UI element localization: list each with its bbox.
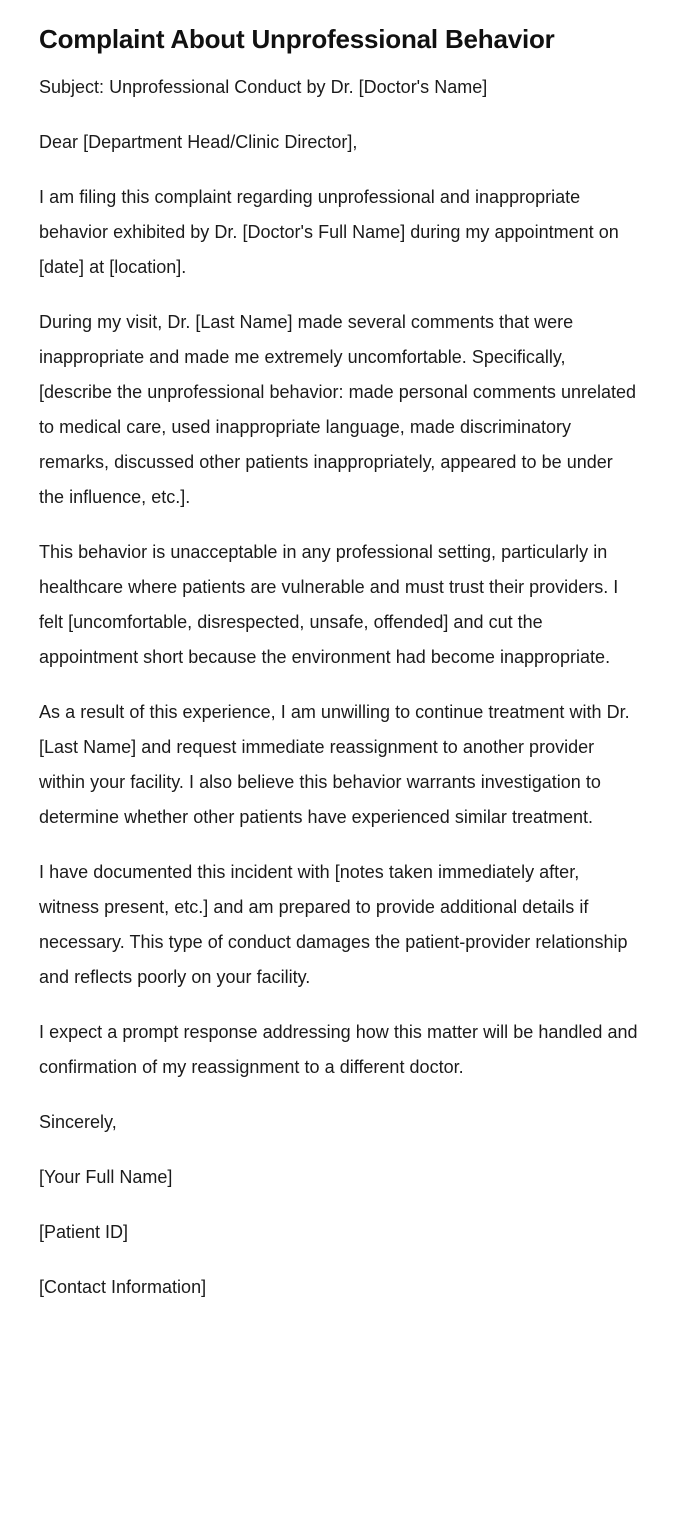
body-paragraph-2: During my visit, Dr. [Last Name] made several comments that were inappropriate and made me extremely uncomfortable. Specifically, [describe the unprofessional behavior: made personal comments unrelated to medical care, used inappropriate language, made discriminatory remarks, discussed other patients inappropriately, appeared to be under the influence, etc.]. [39, 312, 637, 507]
signature-contact-information: [Contact Information] [39, 1277, 207, 1297]
subject-line: Subject: Unprofessional Conduct by Dr. [Doctor's Name] [39, 77, 488, 97]
signature-patient-id: [Patient ID] [39, 1222, 129, 1242]
body-paragraph-5: I have documented this incident with [notes taken immediately after, witness present, etc.] and am prepared to provide additional details if necessary. This type of conduct damages the patient-provider relationship and reflects poorly on your facility. [39, 862, 628, 987]
closing-line: Sincerely, [39, 1112, 117, 1132]
body-paragraph-6: I expect a prompt response addressing how this matter will be handled and confirmation of my reassignment to a different doctor. [39, 1022, 638, 1077]
signature-full-name: [Your Full Name] [39, 1167, 173, 1187]
page-title: Complaint About Unprofessional Behavior [39, 24, 555, 54]
salutation: Dear [Department Head/Clinic Director], [39, 132, 358, 152]
body-paragraph-3: This behavior is unacceptable in any professional setting, particularly in healthcare where patients are vulnerable and must trust their providers. I felt [uncomfortable, disrespected, unsafe, offended] and cut the appointment short because the environment had become inappropriate. [39, 542, 619, 667]
body-paragraph-4: As a result of this experience, I am unwilling to continue treatment with Dr. [Last Name] and request immediate reassignment to another provider within your facility. I also believe this behavior warrants investigation to determine whether other patients have experienced similar treatment. [39, 702, 630, 827]
body-paragraph-1: I am filing this complaint regarding unprofessional and inappropriate behavior exhibited by Dr. [Doctor's Full Name] during my appointment on [date] at [location]. [39, 187, 619, 277]
